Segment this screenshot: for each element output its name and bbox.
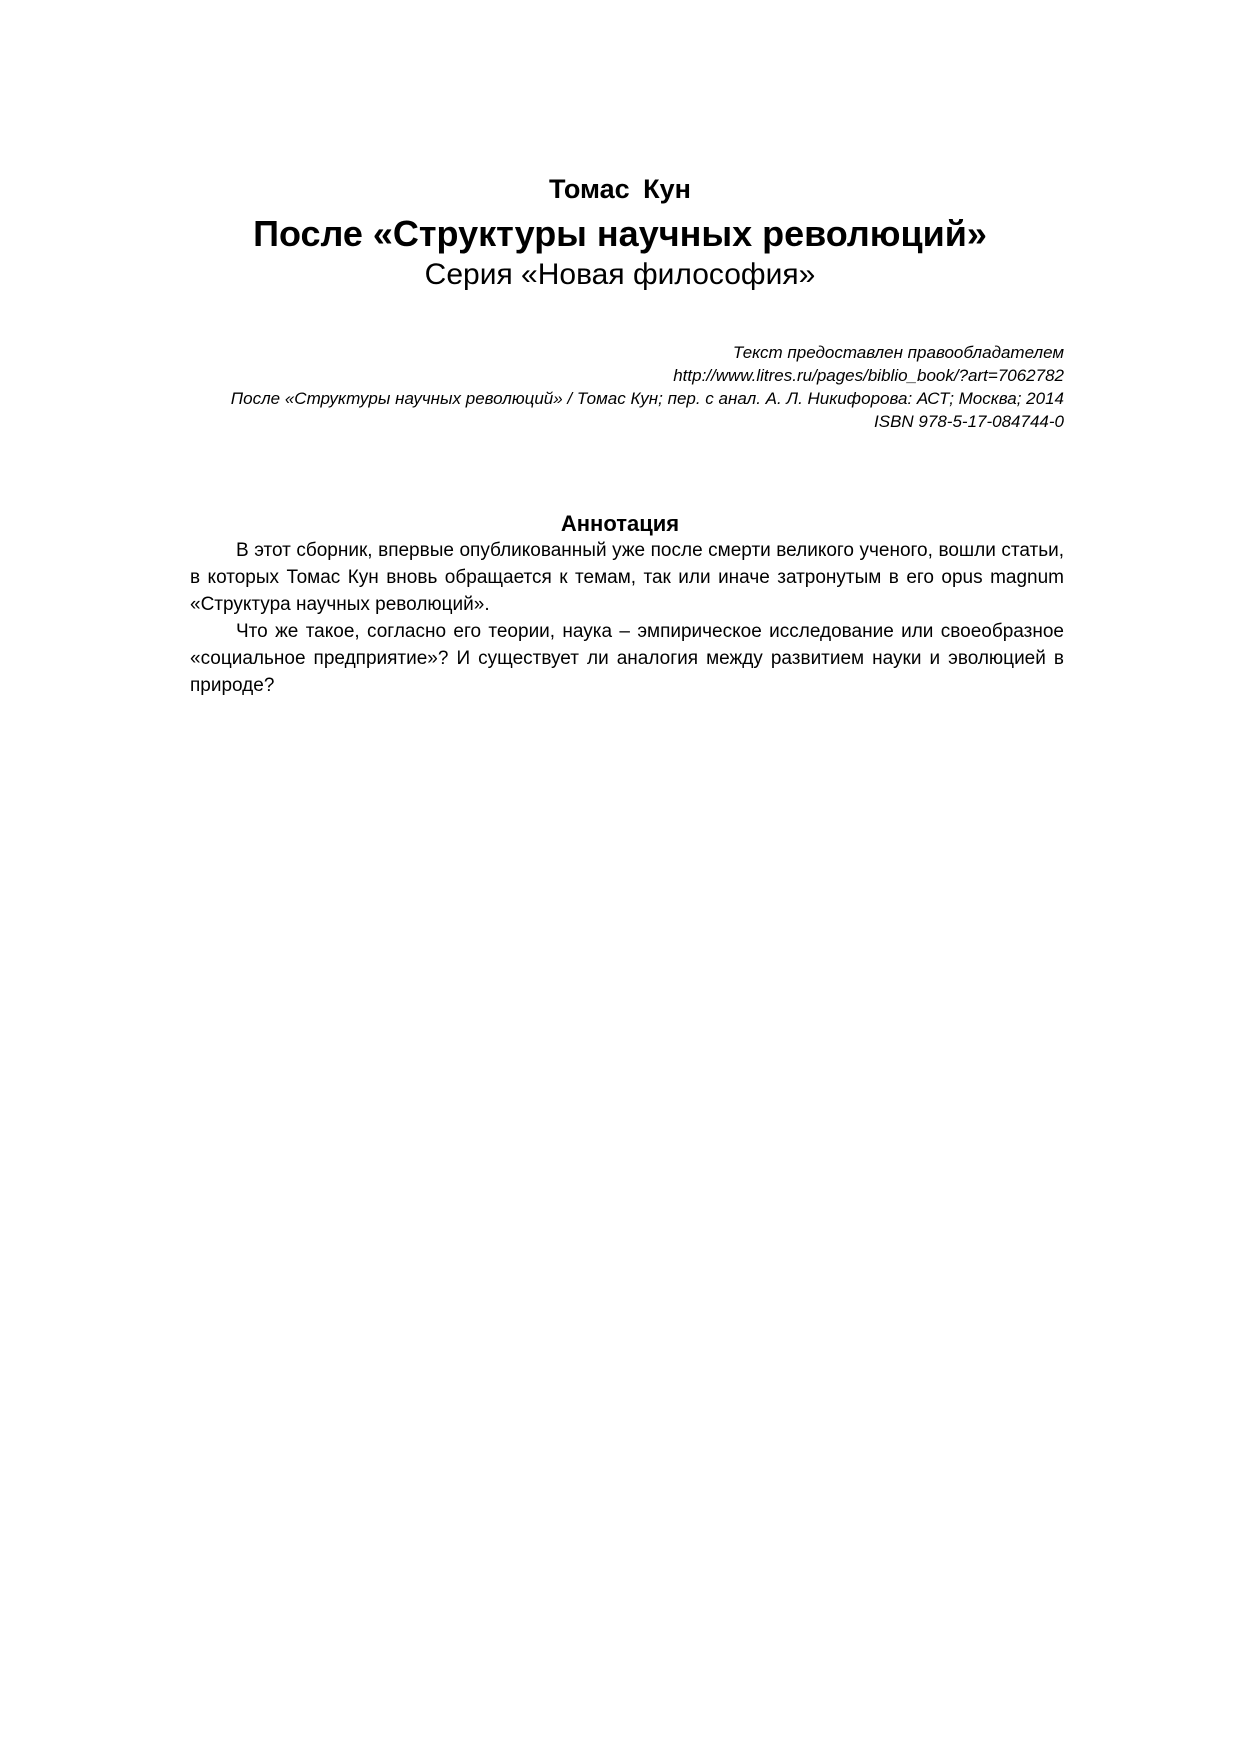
annotation-heading: Аннотация (560, 511, 680, 536)
rights-holder-note: Текст предоставлен правообладателем (732, 343, 1064, 362)
citation: После «Структуры научных революций» / Томас Кун; пер. с анал. А. Л. Никифорова: АСТ; Москва; 2014 (230, 389, 1064, 408)
book-series: Серия «Новая философия» (424, 258, 816, 291)
publication-meta (190, 341, 1064, 433)
annotation-paragraph: В этот сборник, впервые опубликованный уже после смерти великого ученого, вошли статьи, в которых Томас Кун вновь обращается к темам, так или иначе затронутым в его opus magnum «Структура научных революций». (190, 540, 1064, 615)
book-author: Томас Кун (549, 174, 691, 204)
source-url: http://www.litres.ru/pages/biblio_book/?art=7062782 (673, 366, 1064, 385)
book-title: После «Структуры научных революций» (253, 213, 987, 254)
isbn: ISBN 978-5-17-084744-0 (874, 412, 1064, 431)
annotation-body (190, 537, 1064, 699)
annotation-paragraph: Что же такое, согласно его теории, наука – эмпирическое исследование или своеобразное «социальное предприятие»? И существует ли аналогия между развитием науки и эволюцией в природе? (190, 621, 1064, 696)
